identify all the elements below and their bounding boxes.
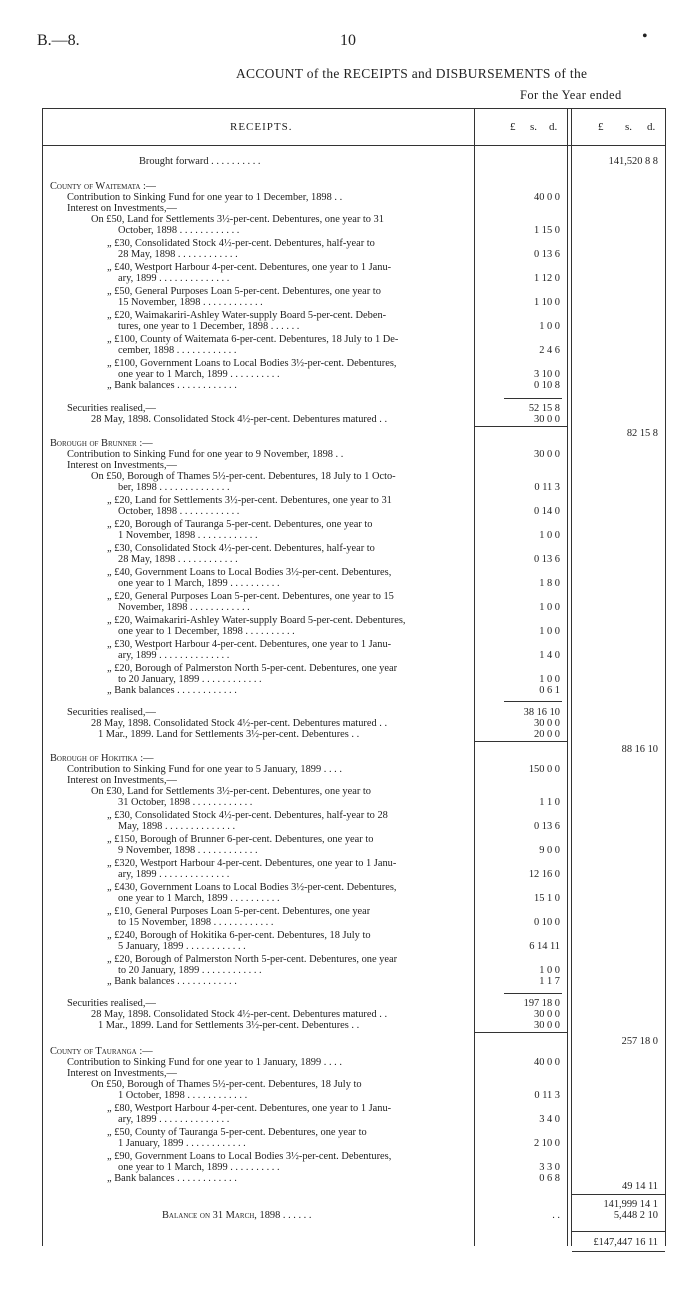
row-amount: 1 0 0 [539,674,560,685]
row-amount: 40 0 0 [534,192,560,203]
row-description: On £30, Land for Settlements 3½-per-cent. Debentures, one year to [91,786,371,797]
row-description: Contribution to Sinking Fund for one year to 5 January, 1899 . . . . [67,764,342,775]
row-amount: 0 6 8 [539,1173,560,1184]
row-description: „ £100, Government Loans to Local Bodies 3½-per-cent. Debentures, [107,358,397,369]
row-description: Contribution to Sinking Fund for one year to 1 January, 1899 . . . . [67,1057,342,1068]
row-description: „ £320, Westport Harbour 4-per-cent. Debentures, one year to 1 Janu- [107,858,397,869]
row-description: County of Waitemata :— [50,181,157,192]
row-total: 88 16 10 [621,744,658,755]
row-description: Interest on Investments,— [67,775,177,786]
row-amount: 150 0 0 [528,764,560,775]
subtotal-column-left-rule [474,108,475,1246]
row-total: £147,447 16 11 [593,1237,658,1248]
section-rule [474,741,567,742]
row-amount: 3 4 0 [539,1114,560,1125]
row-description: „ £80, Westport Harbour 4-per-cent. Debentures, one year to 1 Janu- [107,1103,392,1114]
row-description: Interest on Investments,— [67,203,177,214]
row-description: ary, 1899 . . . . . . . . . . . . . . [118,869,230,880]
row-description: to 20 January, 1899 . . . . . . . . . . . . [118,674,262,685]
row-description: Brought forward . . . . . . . . . . [139,156,261,167]
row-description: 28 May, 1898 . . . . . . . . . . . . [118,554,238,565]
row-description: one year to 1 March, 1899 . . . . . . . . . . [118,1162,280,1173]
row-description: „ £20, Waimakariri-Ashley Water-supply Board 5-per-cent. Debentures, [107,615,406,626]
row-amount: 0 14 0 [534,506,560,517]
row-description: On £50, Borough of Thames 5½-per-cent. Debentures, 18 July to 1 Octo- [91,471,396,482]
subtotal-column-right-rule [567,108,568,1246]
row-amount: 15 1 0 [534,893,560,904]
row-description: 28 May, 1898. Consolidated Stock 4½-per-cent. Debentures matured . . [91,1009,388,1020]
row-amount: 1 0 0 [539,602,560,613]
row-amount: 9 0 0 [539,845,560,856]
row-description: ber, 1898 . . . . . . . . . . . . . . [118,482,230,493]
section-rule [474,426,567,427]
row-amount: 1 1 0 [539,797,560,808]
row-amount: 1 10 0 [534,297,560,308]
pence-column-header: d. [549,121,558,133]
row-amount: 20 0 0 [534,729,560,740]
row-amount: 0 13 6 [534,821,560,832]
row-description: 1 October, 1898 . . . . . . . . . . . . [118,1090,248,1101]
row-description: „ £20, Borough of Palmerston North 5-per-cent. Debentures, one year [107,663,398,674]
row-amount: 1 0 0 [539,530,560,541]
row-amount: 3 3 0 [539,1162,560,1173]
row-description: On £50, Borough of Thames 5½-per-cent. Debentures, 18 July to [91,1079,362,1090]
row-amount: 0 10 8 [534,380,560,391]
row-description: 9 November, 1898 . . . . . . . . . . . . [118,845,258,856]
row-description: „ Bank balances . . . . . . . . . . . . [107,1173,237,1184]
page-title: ACCOUNT of the RECEIPTS and DISBURSEMENTS of the [236,66,588,81]
row-description: Contribution to Sinking Fund for one year to 1 December, 1898 . . [67,192,343,203]
header-bottom-rule [42,145,666,146]
section-rule [474,1032,567,1033]
receipts-column-header: RECEIPTS. [230,121,293,133]
row-description: 1 November, 1898 . . . . . . . . . . . . [118,530,258,541]
row-amount: 1 0 0 [539,321,560,332]
row-description: „ £50, County of Tauranga 5-per-cent. Debentures, one year to [107,1127,367,1138]
row-amount: 2 10 0 [534,1138,560,1149]
total-sum-rule [572,1194,665,1195]
row-description: „ Bank balances . . . . . . . . . . . . [107,976,237,987]
row-description: Balance on 31 March, 1898 . . . . . . [162,1210,312,1221]
pounds-column-header: £ [510,121,516,133]
row-description: „ £20, Borough of Palmerston North 5-per-cent. Debentures, one year [107,954,398,965]
sum-rule [504,398,562,399]
row-amount: 30 0 0 [534,1020,560,1031]
row-total: 141,520 8 8 [608,156,658,167]
row-description: „ £430, Government Loans to Local Bodies 3½-per-cent. Debentures, [107,882,397,893]
row-amount: 12 16 0 [528,869,560,880]
row-total: 257 18 0 [621,1036,658,1047]
row-description: Contribution to Sinking Fund for one year to 9 November, 1898 . . [67,449,344,460]
row-description: October, 1898 . . . . . . . . . . . . [118,506,240,517]
row-total: 49 14 11 [622,1181,658,1192]
row-description: to 15 November, 1898 . . . . . . . . . . . . [118,917,274,928]
row-description: ary, 1899 . . . . . . . . . . . . . . [118,1114,230,1125]
row-description: one year to 1 March, 1899 . . . . . . . . . . [118,578,280,589]
row-amount: 6 14 11 [529,941,560,952]
total-column-left-rule [571,108,572,1246]
row-description: „ £30, Consolidated Stock 4½-per-cent. Debentures, half-year to [107,543,375,554]
row-description: ary, 1899 . . . . . . . . . . . . . . [118,650,230,661]
row-amount: 2 4 6 [539,345,560,356]
row-description: one year to 1 March, 1899 . . . . . . . . . . [118,893,280,904]
row-amount: 1 0 0 [539,626,560,637]
row-description: „ £30, Westport Harbour 4-per-cent. Debentures, one year to 1 Janu- [107,639,392,650]
row-description: „ £40, Government Loans to Local Bodies 3½-per-cent. Debentures, [107,567,392,578]
row-description: „ £20, Land for Settlements 3½-per-cent. Debentures, one year to 31 [107,495,392,506]
row-description: October, 1898 . . . . . . . . . . . . [118,225,240,236]
row-amount: 1 4 0 [539,650,560,661]
row-description: 31 October, 1898 . . . . . . . . . . . . [118,797,253,808]
row-amount: 0 11 3 [534,1090,560,1101]
row-amount: 38 16 10 [523,707,560,718]
row-description: ary, 1899 . . . . . . . . . . . . . . [118,273,230,284]
row-description: November, 1898 . . . . . . . . . . . . [118,602,250,613]
row-description: „ £150, Borough of Brunner 6-per-cent. Debentures, one year to [107,834,374,845]
row-description: „ £40, Westport Harbour 4-per-cent. Debentures, one year to 1 Janu- [107,262,392,273]
row-amount: 1 15 0 [534,225,560,236]
sum-rule [504,993,562,994]
row-amount: 0 13 6 [534,554,560,565]
table-right-rule [665,108,666,1246]
row-total: 141,999 14 1 [603,1199,658,1210]
row-description: Borough of Hokitika :— [50,753,154,764]
row-description: „ Bank balances . . . . . . . . . . . . [107,380,237,391]
document-reference: B.—8. [37,32,80,49]
row-amount: 30 0 0 [534,449,560,460]
row-description: 15 November, 1898 . . . . . . . . . . . . [118,297,263,308]
row-amount: 0 11 3 [534,482,560,493]
row-description: „ £20, General Purposes Loan 5-per-cent. Debentures, one year to 15 [107,591,394,602]
row-description: 1 Mar., 1899. Land for Settlements 3½-per-cent. Debentures . . [98,1020,360,1031]
page-mark: • [642,28,648,45]
row-description: „ £20, Borough of Tauranga 5-per-cent. Debentures, one year to [107,519,373,530]
shillings-column-header: s. [530,121,538,133]
row-description: 28 May, 1898. Consolidated Stock 4½-per-cent. Debentures matured . . [91,414,388,425]
sum-rule [504,701,562,702]
table-top-rule [42,108,666,109]
row-description: „ Bank balances . . . . . . . . . . . . [107,685,237,696]
row-description: „ £90, Government Loans to Local Bodies 3½-per-cent. Debentures, [107,1151,392,1162]
row-description: 28 May, 1898 . . . . . . . . . . . . [118,249,238,260]
row-description: May, 1898 . . . . . . . . . . . . . . [118,821,236,832]
page-subtitle: For the Year ended [520,88,622,102]
row-description: On £50, Land for Settlements 3½-per-cent. Debentures, one year to 31 [91,214,384,225]
row-amount: 1 0 0 [539,965,560,976]
row-description: cember, 1898 . . . . . . . . . . . . [118,345,237,356]
row-description: tures, one year to 1 December, 1898 . . . . . . [118,321,300,332]
row-description: Securities realised,— [67,707,156,718]
row-description: Interest on Investments,— [67,460,177,471]
row-amount: 1 8 0 [539,578,560,589]
row-amount: 3 10 0 [534,369,560,380]
row-amount: 1 12 0 [534,273,560,284]
total-pounds-column-header: £ [598,121,604,133]
total-pence-column-header: d. [647,121,656,133]
row-description: County of Tauranga :— [50,1046,153,1057]
row-description: „ £10, General Purposes Loan 5-per-cent. Debentures, one year [107,906,371,917]
row-description: „ £50, General Purposes Loan 5-per-cent. Debentures, one year to [107,286,381,297]
row-description: Securities realised,— [67,998,156,1009]
row-description: Borough of Brunner :— [50,438,153,449]
row-total: 82 15 8 [626,428,658,439]
row-description: „ £30, Consolidated Stock 4½-per-cent. Debentures, half-year to [107,238,375,249]
total-shillings-column-header: s. [625,121,633,133]
row-description: 1 January, 1899 . . . . . . . . . . . . [118,1138,246,1149]
total-final-rule [572,1251,665,1252]
row-amount: 30 0 0 [534,718,560,729]
row-description: 5 January, 1899 . . . . . . . . . . . . [118,941,246,952]
row-amount: 30 0 0 [534,1009,560,1020]
row-total: 5,448 2 10 [613,1210,658,1221]
row-description: Interest on Investments,— [67,1068,177,1079]
row-description: „ £240, Borough of Hokitika 6-per-cent. Debentures, 18 July to [107,930,371,941]
table-left-rule [42,108,43,1246]
row-amount: 40 0 0 [534,1057,560,1068]
row-amount: 1 1 7 [539,976,560,987]
row-amount: . . [552,1210,560,1221]
total-sum-rule [572,1231,665,1232]
row-description: 28 May, 1898. Consolidated Stock 4½-per-cent. Debentures matured . . [91,718,388,729]
row-amount: 30 0 0 [534,414,560,425]
row-description: „ £30, Consolidated Stock 4½-per-cent. Debentures, half-year to 28 [107,810,388,821]
page-number: 10 [340,32,356,49]
row-description: Securities realised,— [67,403,156,414]
row-amount: 0 6 1 [539,685,560,696]
row-description: one year to 1 March, 1899 . . . . . . . . . . [118,369,280,380]
row-amount: 197 18 0 [523,998,560,1009]
row-amount: 0 13 6 [534,249,560,260]
row-amount: 52 15 8 [528,403,560,414]
row-description: 1 Mar., 1899. Land for Settlements 3½-per-cent. Debentures . . [98,729,360,740]
row-description: „ £20, Waimakariri-Ashley Water-supply Board 5-per-cent. Deben- [107,310,387,321]
row-description: to 20 January, 1899 . . . . . . . . . . . . [118,965,262,976]
row-description: one year to 1 December, 1898 . . . . . . . . . . [118,626,295,637]
row-amount: 0 10 0 [534,917,560,928]
row-description: „ £100, County of Waitemata 6-per-cent. Debentures, 18 July to 1 De- [107,334,399,345]
